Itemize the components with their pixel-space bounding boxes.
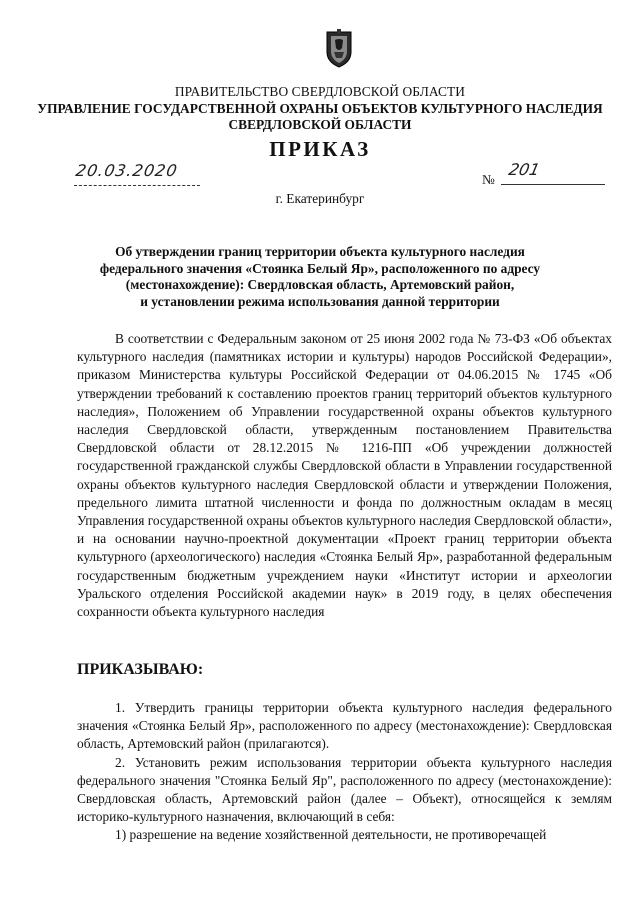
city: г. Екатеринбург	[275, 191, 365, 206]
title-line: Об утверждении границ территории объекта культурного наследия	[115, 244, 525, 259]
order-item: 2. Установить режим использования территории объекта культурного наследия федерального значения "Стоянка Белый Яр", расположенного по адресу (местонахождение): Свердловская область, Артемовский район (далее – Объект), относящейся к землям историко-культурного назначения, включающий в себя:	[77, 754, 612, 825]
government-name: ПРАВИТЕЛЬСТВО СВЕРДЛОВСКОЙ ОБЛАСТИ	[174, 84, 466, 99]
order-item: 1. Утвердить границы территории объекта культурного наследия федерального значения «Стоянка Белый Яр», расположенного по адресу (местонахождение): Свердловская область, Артемовский район (прилагаются).	[77, 700, 612, 752]
order-items	[77, 699, 612, 845]
date-field	[74, 159, 200, 186]
department-name-line2: СВЕРДЛОВСКОЙ ОБЛАСТИ	[228, 117, 412, 132]
document-type: ПРИКАЗ	[269, 137, 371, 161]
title-line: федерального значения «Стоянка Белый Яр», расположенного по адресу	[99, 260, 541, 276]
preamble-paragraph: В соответствии с Федеральным законом от 25 июня 2002 года № 73-ФЗ «Об объектах культурного наследия (памятниках истории и культуры) народов Российской Федерации», приказом Министерства культуры Российской Федерации от 04.06.2015 № 1745 «Об утверждении требований к составлению проектов границ территорий объектов культурного наследия», Положением об Управлении государственной охраны объектов культурного наследия Свердловской области, утвержденным постановлением Правительства Свердловской области от 28.12.2015 № 1216-ПП «Об учреждении должностей государственной гражданской службы Свердловской области в Управлении государственной охраны объектов культурного наследия Свердловской области и утверждении Положения, предельного лимита штатной численности и фонда по должностным окладам в месяц Управления государственной охраны объектов культурного наследия Свердловской области», и на основании научно-проектной документации «Проект границ территории объекта культурного (археологического) наследия «Стоянка Белый Яр», разработанной федеральным государственным бюджетным учреждением науки «Институт истории и археологии Уральского отделения Российской академии наук» в 2019 году, в целях обеспечения сохранности объекта культурного наследия	[77, 331, 612, 620]
preamble	[77, 330, 612, 621]
number-label: №	[482, 172, 495, 187]
title-line: (местонахождение): Свердловская область, Артемовский район,	[125, 277, 515, 293]
coat-of-arms-icon	[325, 28, 353, 68]
order-title	[70, 244, 570, 310]
title-line: и установлении режима использования данной территории	[140, 293, 500, 309]
handwritten-number: 201	[506, 160, 542, 179]
order-item: 1) разрешение на ведение хозяйственной деятельности, не противоречащей	[115, 827, 547, 843]
handwritten-date: 20.03.2020	[74, 161, 180, 180]
department-name-line1: УПРАВЛЕНИЕ ГОСУДАРСТВЕННОЙ ОХРАНЫ ОБЪЕКТОВ КУЛЬТУРНОГО НАСЛЕДИЯ	[37, 101, 603, 116]
number-field	[501, 160, 605, 185]
command-heading: ПРИКАЗЫВАЮ:	[77, 661, 204, 678]
